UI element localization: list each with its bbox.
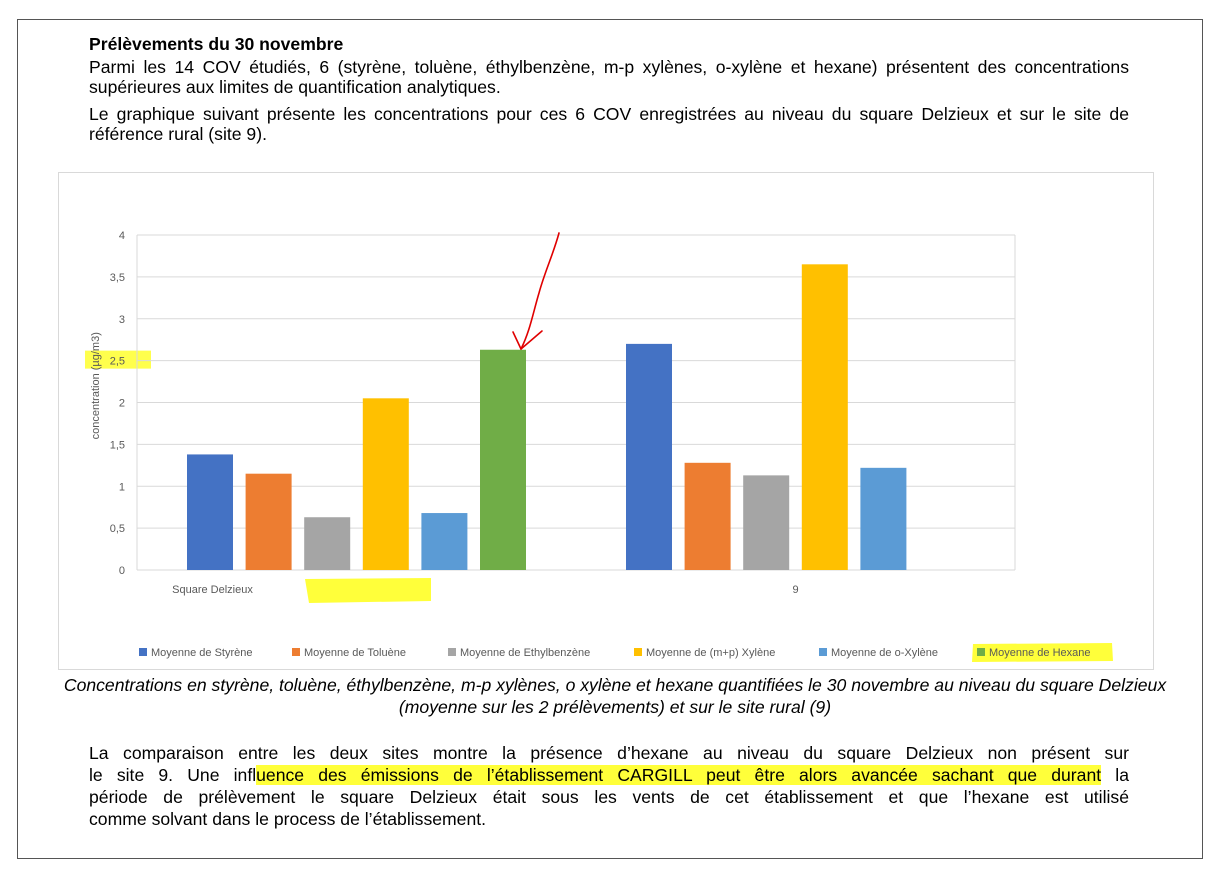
- figure-caption: Concentrations en styrène, toluène, éthylbenzène, m-p xylènes, o xylène et hexane quantifiées le 30 novembre au niveau du square Delzieux (moyenne sur les 2 prélèvements) et sur le site rural (9): [63, 675, 1167, 717]
- bar: [480, 350, 526, 570]
- legend-swatch: [819, 648, 827, 656]
- legend-label: Moyenne de o-Xylène: [831, 647, 939, 659]
- bar: [802, 264, 848, 570]
- conclusion-text: la: [1101, 765, 1129, 785]
- x-category-label: 9: [792, 584, 799, 596]
- bar: [860, 468, 906, 570]
- legend-swatch: [448, 648, 456, 656]
- conclusion-line: comme solvant dans le process de l’établissement.: [89, 809, 487, 829]
- legend-label: Moyenne de Styrène: [151, 647, 253, 659]
- highlighted-text: uence des émissions de l’établissement CARGILL peut être alors avancée sachant que durant: [256, 765, 1102, 785]
- legend-label: Moyenne de Hexane: [989, 647, 1091, 659]
- y-tick-label: 0: [118, 565, 125, 577]
- conclusion-line: [89, 764, 1129, 786]
- bar: [246, 474, 292, 570]
- chart-container: [58, 172, 1154, 670]
- y-tick-label: 1: [118, 481, 125, 494]
- bar: [363, 398, 409, 570]
- chart-intro-paragraph: Le graphique suivant présente les concentrations pour ces 6 COV enregistrées au niveau du square Delzieux et sur le site de référence rural (site 9).: [89, 104, 1129, 144]
- x-category-label: Square Delzieux: [172, 584, 253, 596]
- y-tick-label: 1,5: [109, 439, 125, 452]
- y-tick-label: 3,5: [109, 271, 125, 284]
- y-tick-label: 4: [118, 230, 125, 242]
- bar: [187, 454, 233, 570]
- conclusion-paragraph: [89, 742, 1129, 830]
- annotation-arrow: [521, 233, 559, 349]
- y-tick-label: 3: [118, 313, 125, 326]
- y-axis-label: concentration (µg/m3): [90, 332, 102, 440]
- bar: [743, 475, 789, 570]
- section-heading: Prélèvements du 30 novembre: [89, 34, 344, 54]
- legend-label: Moyenne de Ethylbenzène: [460, 647, 591, 659]
- legend-label: Moyenne de (m+p) Xylène: [646, 647, 776, 659]
- bar: [626, 344, 672, 570]
- conclusion-line: période de prélèvement le square Delzieux était sous les vents de cet établissement et que l’hexane est utilisé: [89, 787, 1129, 807]
- y-tick-label: 2: [118, 397, 125, 410]
- category-highlight: [305, 578, 431, 603]
- legend-label: Moyenne de Toluène: [304, 647, 406, 659]
- conclusion-text: le site 9. Une infl: [89, 765, 257, 785]
- y-tick-label: 2,5: [109, 355, 125, 368]
- legend-swatch: [139, 648, 147, 656]
- conclusion-line: La comparaison entre les deux sites montre la présence d’hexane au niveau du square Delzieux non présent sur: [89, 743, 1129, 763]
- bar: [685, 463, 731, 570]
- legend-swatch: [292, 648, 300, 656]
- y-tick-label: 0,5: [109, 523, 125, 536]
- bar: [421, 513, 467, 570]
- bar-chart: [59, 173, 1155, 671]
- intro-paragraph: Parmi les 14 COV étudiés, 6 (styrène, toluène, éthylbenzène, m-p xylènes, o-xylène et hexane) présentent des concentrations supérieures aux limites de quantification analytiques.: [89, 57, 1129, 97]
- bar: [304, 517, 350, 570]
- legend-swatch: [634, 648, 642, 656]
- legend-swatch: [977, 648, 985, 656]
